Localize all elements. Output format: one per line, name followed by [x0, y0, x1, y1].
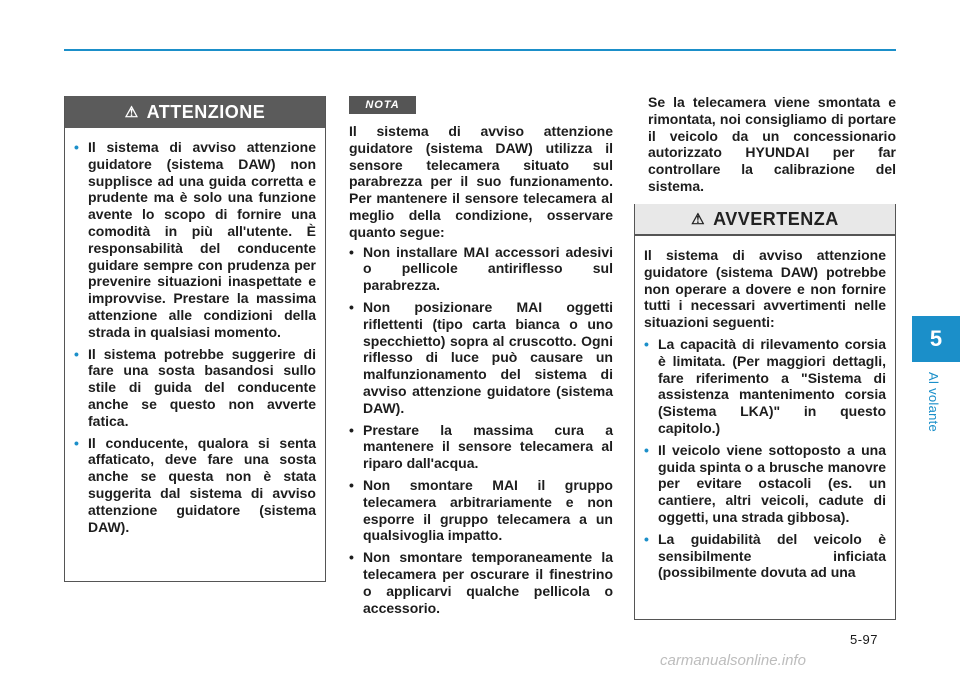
list-item: • La capacità di rilevamento corsia è limitata. (Per maggiori dettagli, fare riferimento a "Sistema di assistenza mantenimento corsia (Sistema LKA)" in questo capitolo.) — [644, 335, 886, 436]
avvertenza-header — [635, 204, 895, 236]
avvertenza-body — [635, 236, 895, 581]
list-item: • Prestare la massima cura a mantenere il sensore telecamera al riparo dall'acqua. — [349, 421, 613, 472]
attenzione-header — [65, 96, 325, 128]
top-rule — [64, 49, 896, 51]
list-item: • Il sistema di avviso attenzione guidatore (sistema DAW) non supplisce ad una guida corretta e prudente ma è solo una funzione avente lo scopo di fornire una comodità in più all'utente. È responsabilità del conducente guidare sempre con prudenza per prevenire situazioni inaspettate e improvvise. Prestare la massima attenzione alle condizioni della strada in qualsiasi momento. — [74, 139, 316, 340]
list-item: • La guidabilità del veicolo è sensibilmente inficiata (possibilmente dovuta ad una — [644, 530, 886, 581]
chapter-title: Al volante — [926, 372, 941, 433]
list-item: • Non smontare MAI il gruppo telecamera arbitrariamente e non esporre il gruppo telecamera a un qualsivoglia impatto. — [349, 476, 613, 544]
nota-tag: NOTA — [349, 96, 416, 114]
list-item: • Non installare MAI accessori adesivi o pellicole antiriflesso sul parabrezza. — [349, 243, 613, 294]
list-item: • Non smontare temporaneamente la telecamera per oscurare il finestrino o applicarvi qualche pellicola o accessorio. — [349, 549, 613, 616]
watermark: carmanualsonline.info — [660, 652, 806, 669]
attenzione-body — [65, 128, 325, 535]
warning-triangle-icon: ⚠ — [691, 211, 706, 228]
calibration-paragraph: Se la telecamera viene smontata e rimontata, noi consigliamo di portare il veicolo da un concessionario autorizzato HYUNDAI per far controllare la calibrazione del sistema. — [648, 94, 896, 194]
nota-intro: Il sistema di avviso attenzione guidatore (sistema DAW) utilizza il sensore telecamera situato sul parabrezza per il suo funzionamento. Per mantenere il sensore telecamera al meglio della condizione, osservare quanto segue: — [349, 123, 613, 240]
nota-column — [349, 123, 613, 621]
avvertenza-intro: Il sistema di avviso attenzione guidatore (sistema DAW) potrebbe non operare a dovere e non fornire tutti i necessari avvertimenti nelle situazioni seguenti: — [644, 247, 886, 331]
list-item: • Il veicolo viene sottoposto a una guida spinta o a brusche manovre per evitare ostacoli (es. un cantiere, altri veicoli, cadute di oggetti, una strada gibbosa). — [644, 441, 886, 525]
attenzione-box — [64, 96, 326, 582]
avvertenza-box — [634, 204, 896, 620]
avvertenza-title: AVVERTENZA — [713, 208, 839, 229]
page-number: 5-97 — [850, 632, 879, 647]
attenzione-title: ATTENZIONE — [146, 101, 266, 122]
list-item: • Non posizionare MAI oggetti riflettenti (tipo carta bianca o uno specchietto) sopra al cruscotto. Ogni riflesso di luce può causare un malfunzionamento del sistema di avviso attenzione guidatore (sistema DAW). — [349, 298, 613, 416]
list-item: • Il conducente, qualora si senta affaticato, deve fare una sosta anche se questa non è stata suggerita dal sistema di avviso attenzione guidatore (sistema DAW). — [74, 434, 316, 535]
warning-triangle-icon: ⚠ — [124, 104, 139, 121]
list-item: • Il sistema potrebbe suggerire di fare una sosta basandosi sullo stile di guida del conducente anche se questo non avverte fatica. — [74, 345, 316, 429]
chapter-number-tab: 5 — [912, 316, 960, 362]
